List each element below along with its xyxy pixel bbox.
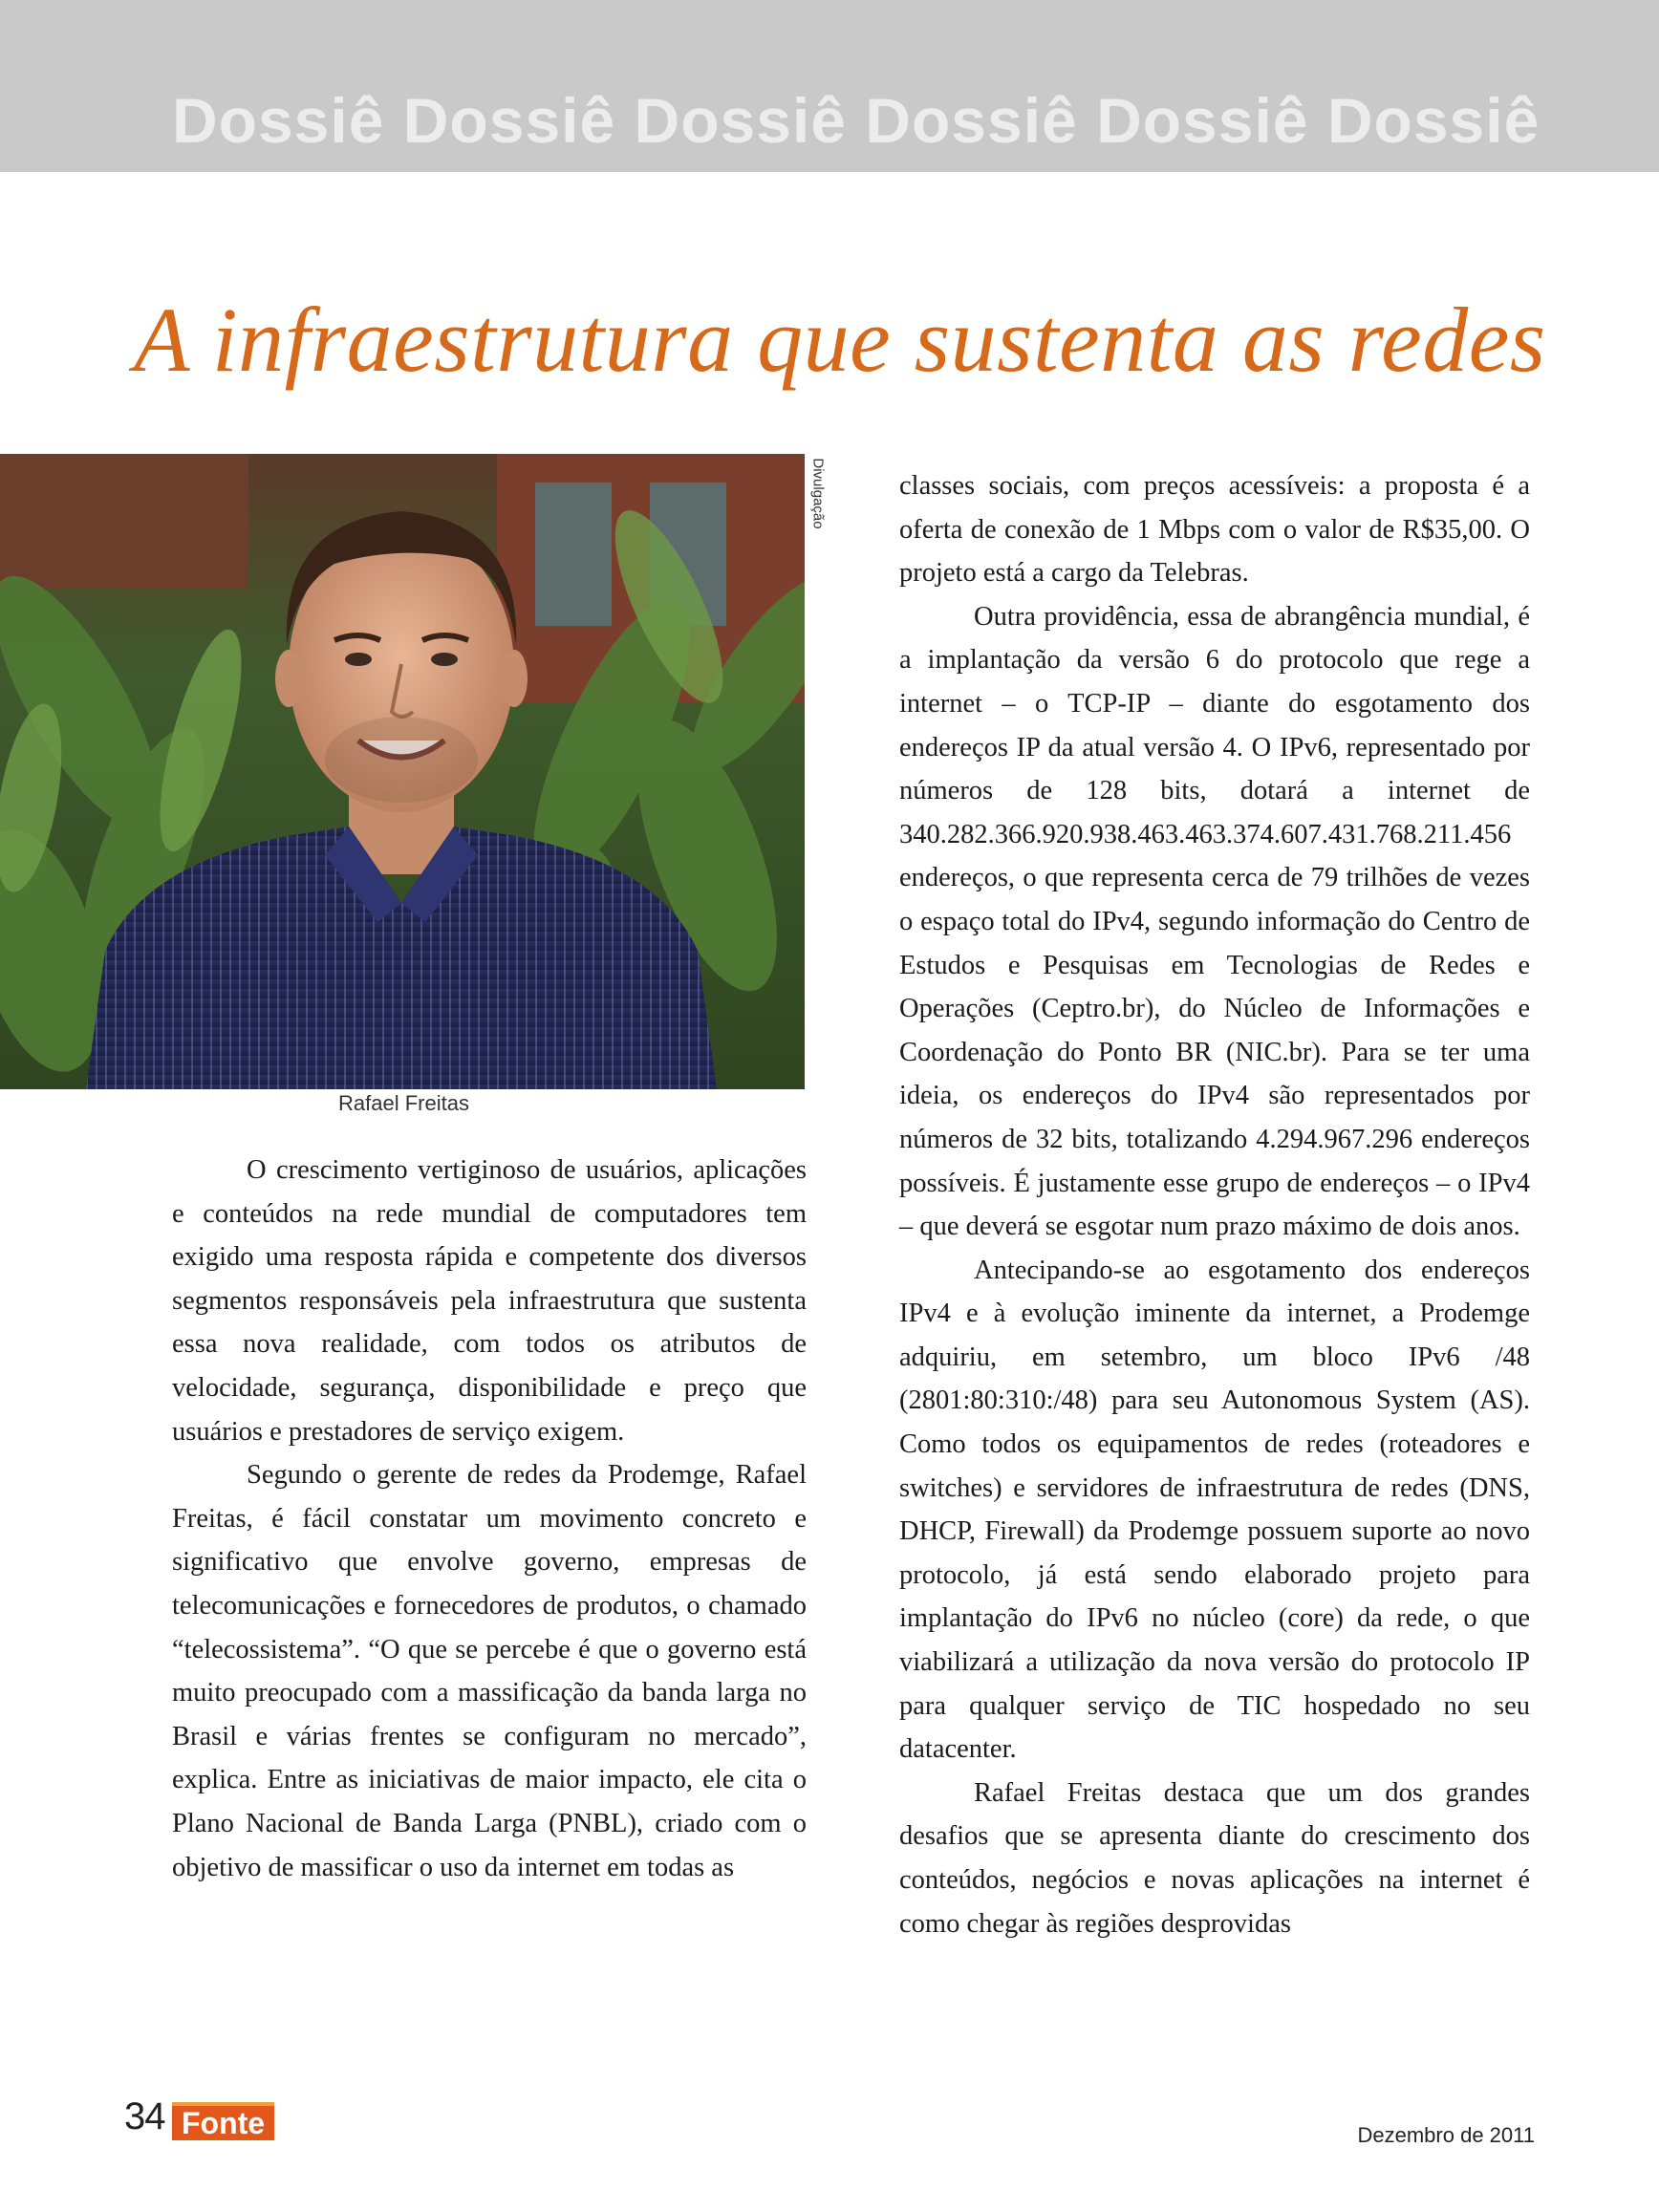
- paragraph: Outra providência, essa de abrangência mundial, é a implantação da versão 6 do protocolo que rege a internet – o TCP-IP – diante do esgotamento dos endereços IP da atual versão 4. O IPv6, representado por números de 128 bits, dotará a internet de 340.282.366.920.938.463.463.374.607.431.768.211.456 endereços, o que representa cerca de 79 trilhões de vezes o espaço total do IPv4, segundo informação do Centro de Estudos e Pesquisas em Tecnologias de Redes e Operações (Ceptro.br), do Núcleo de Informações e Coordenação do Ponto BR (NIC.br). Para se ter uma ideia, os endereços do IPv4 são representados por números de 32 bits, totalizando 4.294.967.296 endereços possíveis. É justamente esse grupo de endereços – o IPv4 – que deverá se esgotar num prazo máximo de dois anos.: [899, 601, 1530, 1242]
- paragraph: Rafael Freitas destaca que um dos grandes desafios que se apresenta diante do crescimento dos conteúdos, negócios e novas aplicações na internet é como chegar às regiões desprovidas: [899, 1777, 1530, 1939]
- magazine-logo: Fonte: [172, 2102, 274, 2140]
- article-title: A infraestrutura que sustenta as redes: [134, 289, 1546, 391]
- issue-date: Dezembro de 2011: [1357, 2123, 1535, 2147]
- page-number: 34: [124, 2095, 165, 2137]
- right-column: [899, 464, 1530, 1945]
- photo-credit-text: Divulgação: [809, 458, 827, 529]
- paragraph-continuation: classes sociais, com preços acessíveis: a proposta é a oferta de conexão de 1 Mbps com o valor de R$35,00. O projeto está a cargo da Telebras.: [899, 471, 1530, 589]
- article-photo: [0, 454, 805, 1089]
- paragraph: Segundo o gerente de redes da Prodemge, Rafael Freitas, é fácil constatar um movimento concreto e significativo que envolve governo, empresas de telecomunicações e fornecedores de produtos, o chamado “telecossistema”. “O que se percebe é que o governo está muito preocupado com a massificação da banda larga no Brasil e várias frentes se configuram no mercado”, explica. Entre as iniciativas de maior impacto, ele cita o Plano Nacional de Banda Larga (PNBL), criado com o objetivo de massificar o uso da internet em todas as: [172, 1460, 807, 1882]
- paragraph: O crescimento vertiginoso de usuários, aplicações e conteúdos na rede mundial de computadores tem exigido uma resposta rápida e competente dos diversos segmentos responsáveis pela infraestrutura que sustenta essa nova realidade, com todos os atributos de velocidade, segurança, disponibilidade e preço que usuários e prestadores de serviço exigem.: [172, 1155, 807, 1447]
- section-label: Dossiê Dossiê Dossiê Dossiê Dossiê Dossiê: [172, 85, 1540, 156]
- paragraph: Antecipando-se ao esgotamento dos endereços IPv4 e à evolução iminente da internet, a Prodemge adquiriu, em setembro, um bloco IPv6 /48 (2801:80:310:/48) para seu Autonomous System (AS). Como todos os equipamentos de redes (roteadores e switches) e servidores de infraestrutura de redes (DNS, DHCP, Firewall) da Prodemge possuem suporte ao novo protocolo, já está sendo elaborado projeto para implantação do IPv6 no núcleo (core) da rede, o que viabilizará a utilização da nova versão do protocolo IP para qualquer serviço de TIC hospedado no seu datacenter.: [899, 1255, 1530, 1765]
- photo-caption: Rafael Freitas: [338, 1091, 469, 1115]
- photo-credit: [808, 457, 828, 533]
- section-header-band: [0, 0, 1659, 172]
- left-column: [172, 1149, 807, 1889]
